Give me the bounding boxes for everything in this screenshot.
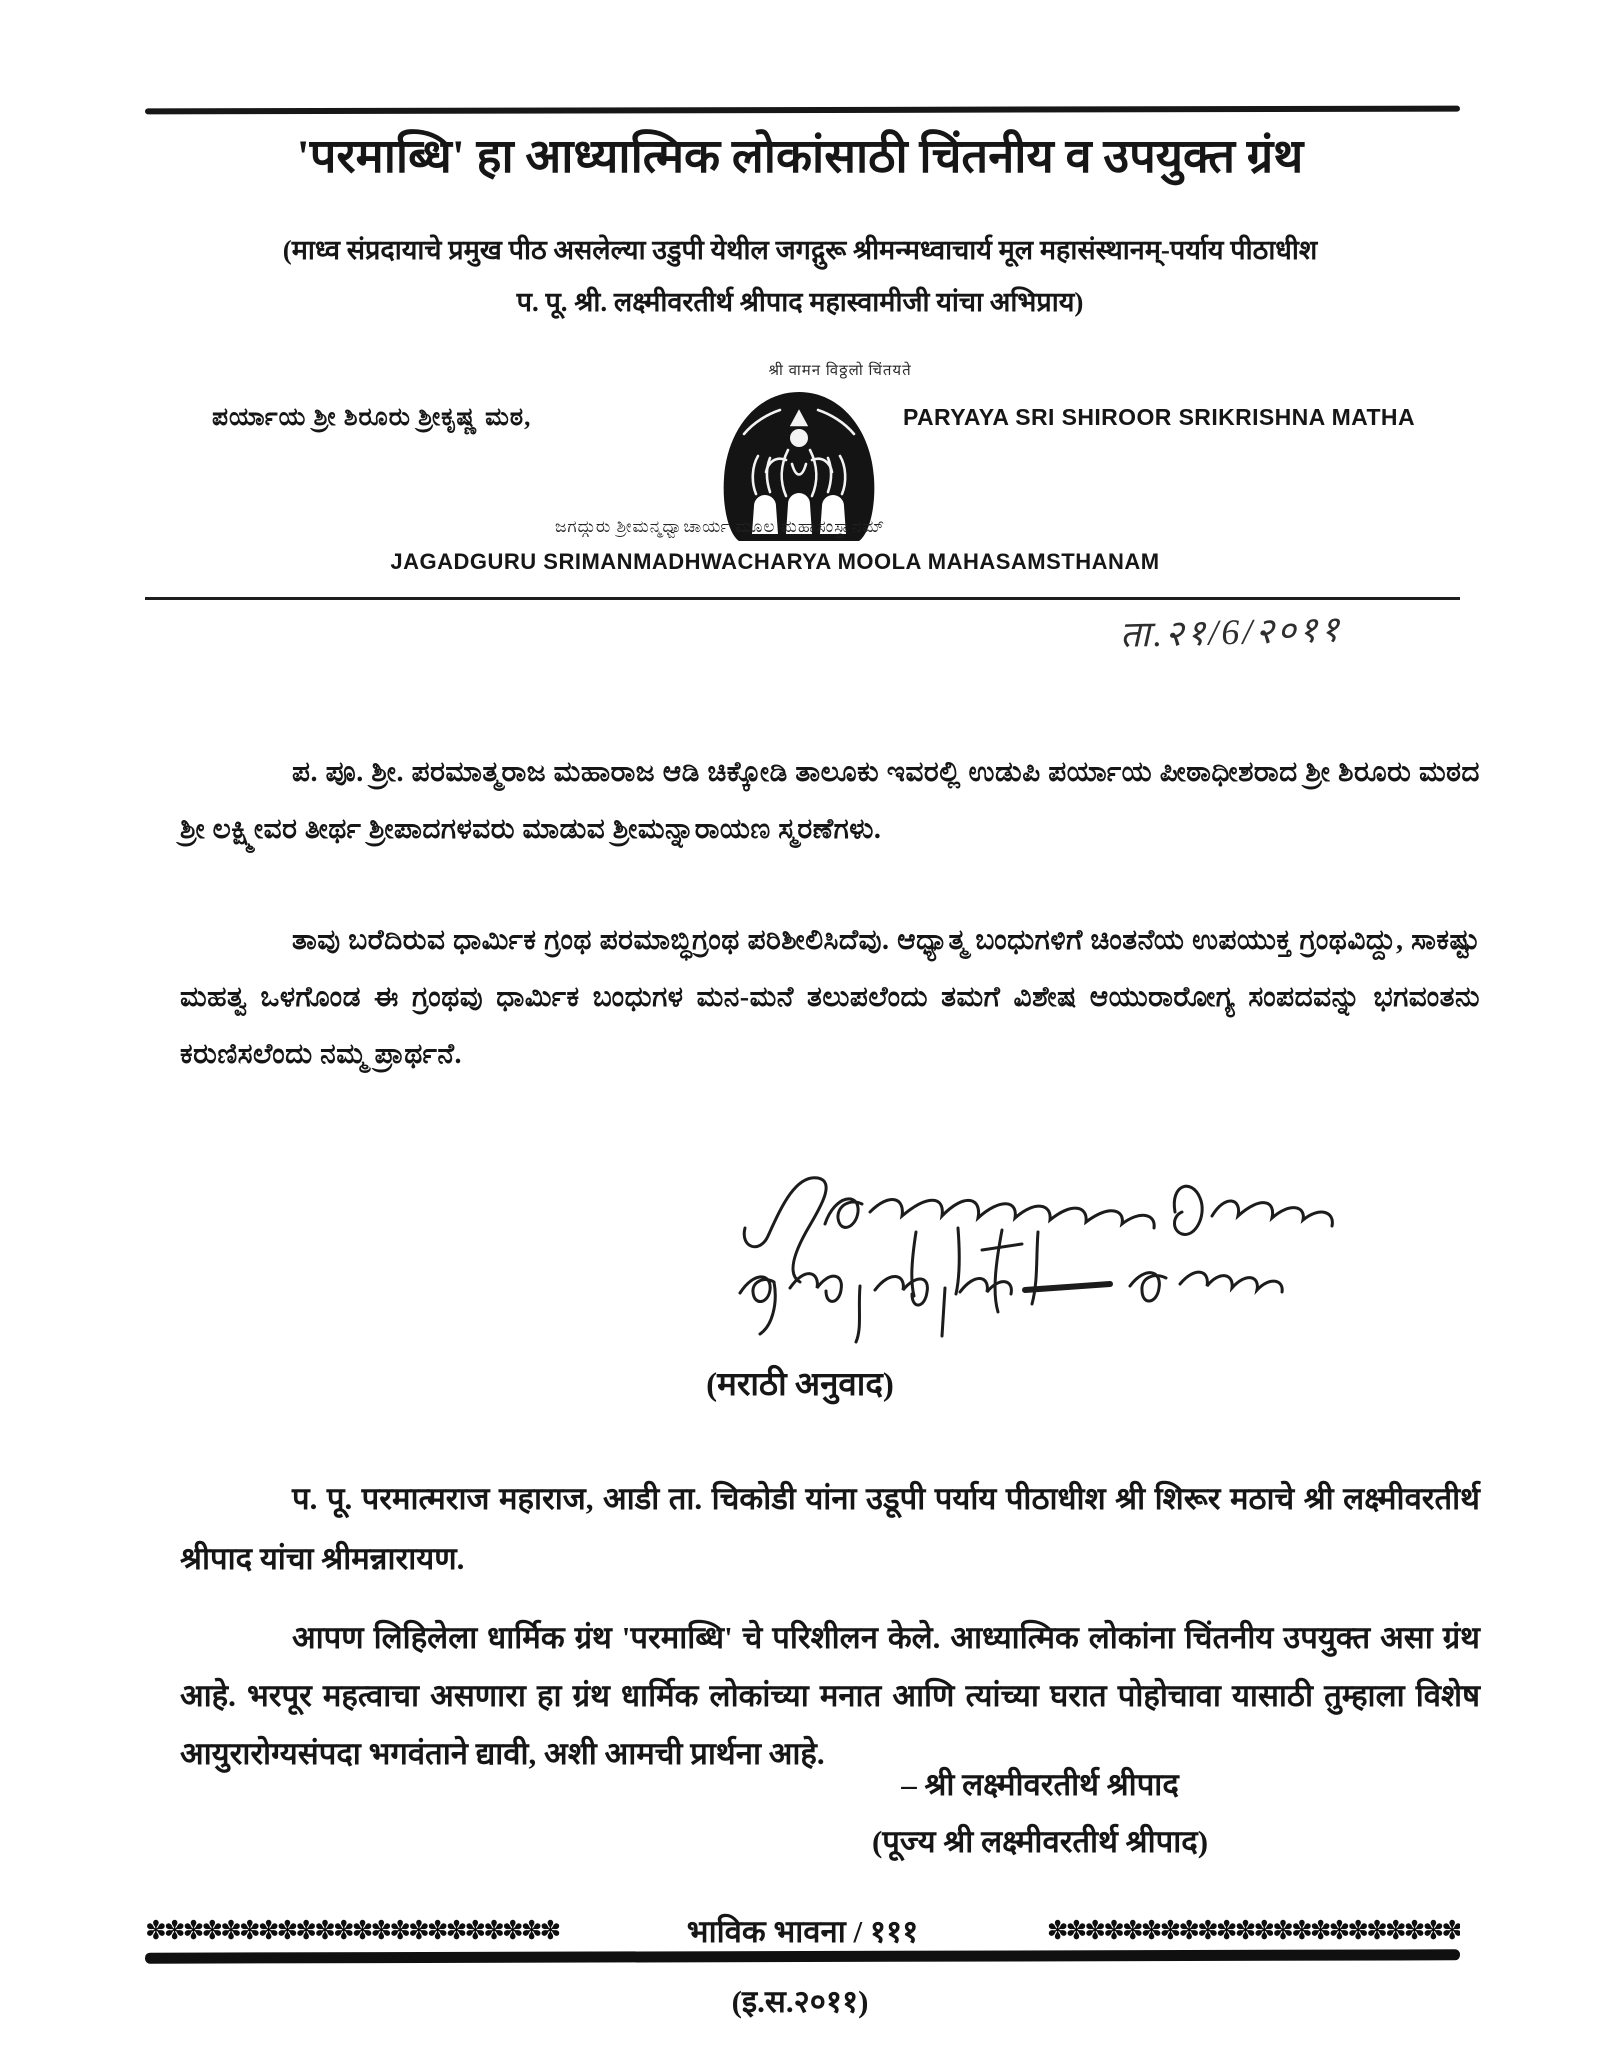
- footer-year: (इ.स.२०११): [731, 1984, 869, 2019]
- marathi-translation-heading: (मराठी अनुवाद): [706, 1367, 894, 1403]
- signoff-name-parenthetical: (पूज्य श्री लक्ष्मीवरतीर्थ श्रीपाद): [871, 1824, 1209, 1859]
- footer-book-title: भाविक भावना / १११: [686, 1914, 919, 1949]
- signoff-block: [660, 1756, 1420, 1870]
- handwritten-date: ता.२१/6/२०११: [1119, 609, 1343, 655]
- page-title: 'परमाब्धि' हा आध्यात्मिक लोकांसाठी चिंतनीय व उपयुक्त ग्रंथ: [296, 131, 1304, 183]
- signoff-name: – श्री लक्ष्मीवरतीर्थ श्रीपाद: [901, 1767, 1179, 1802]
- letterhead-divider-rule: [145, 597, 1460, 600]
- letterhead-english-name: PARYAYA SRI SHIROOR SRIKRISHNA MATHA: [903, 404, 1415, 430]
- marathi-paragraph-2: आपण लिहिलेला धार्मिक ग्रंथ 'परमाब्धि' चे परिशीलन केले. आध्यात्मिक लोकांना चिंतनीय उपयुक्त असा ग्रंथ आहे. भरपूर महत्वाचा असणारा हा ग्रंथ धार्मिक लोकांच्या मनात आणि त्यांच्या घरात पोहोचावा यासाठी तुम्हाला विशेष आयुरारोग्यसंपदा भगवंताने द्यावी, अशी आमची प्रार्थना आहे.: [180, 1620, 1480, 1771]
- top-horizontal-rule: [145, 106, 1460, 115]
- footer-horizontal-rule: [145, 1949, 1460, 1963]
- letterhead-kannada-subline: ಜಗದ್ಗುರು ಶ್ರೀಮನ್ಮಧ್ವಾಚಾರ್ಯ ಮೂಲ ಮಹಾಸಂಸ್ಥಾನಮ್: [554, 517, 886, 536]
- handwritten-signature: [720, 1158, 1370, 1348]
- letterhead-english-subline: JAGADGURU SRIMANMADHWACHARYA MOOLA MAHASAMSTHANAM: [390, 549, 1160, 574]
- footer-ornament-row: [145, 1910, 1460, 1952]
- star-ornament-left: ✽✽✽✽✽✽✽✽✽✽✽✽✽✽✽✽✽✽✽✽✽✽: [145, 1918, 559, 1944]
- kannada-paragraph-1: ಪ. ಪೂ. ಶ್ರೀ. ಪರಮಾತ್ಮರಾಜ ಮಹಾರಾಜ ಆಡಿ ಚಿಕ್ಕೋಡಿ ತಾಲೂಕು ಇವರಲ್ಲಿ ಉಡುಪಿ ಪರ್ಯಾಯ ಪೀಠಾಧೀಶರಾದ ಶ್ರೀ ಶಿರೂರು ಮಠದ ಶ್ರೀ ಲಕ್ಷ್ಮೀವರ ತೀರ್ಥ ಶ್ರೀಪಾದಗಳವರು ಮಾಡುವ ಶ್ರೀಮನ್ನಾರಾಯಣ ಸ್ಮರಣೆಗಳು.: [180, 757, 1480, 845]
- page-subtitle: [110, 224, 1490, 328]
- star-ornament-right: ✽✽✽✽✽✽✽✽✽✽✽✽✽✽✽✽✽✽✽✽✽✽: [1046, 1918, 1461, 1944]
- letterhead-kannada-name: ಪರ್ಯಾಯ ಶ್ರೀ ಶಿರೂರು ಶ್ರೀಕೃಷ್ಣ ಮಠ,: [212, 404, 532, 431]
- subtitle-line-2: प. पू. श्री. लक्ष्मीवरतीर्थ श्रीपाद महास्वामीजी यांचा अभिप्राय): [516, 287, 1084, 317]
- marathi-paragraph-1: प. पू. परमात्मराज महाराज, आडी ता. चिकोडी यांना उडूपी पर्याय पीठाधीश श्री शिरूर मठाचे श्री लक्ष्मीवरतीर्थ श्रीपाद यांचा श्रीमन्नारायण.: [180, 1481, 1480, 1576]
- kannada-paragraph-2: ತಾವು ಬರೆದಿರುವ ಧಾರ್ಮಿಕ ಗ್ರಂಥ ಪರಮಾಬ್ಧಿಗ್ರಂಥ ಪರಿಶೀಲಿಸಿದೆವು. ಆಧ್ಯಾತ್ಮ ಬಂಧುಗಳಿಗೆ ಚಿಂತನೆಯ ಉಪಯುಕ್ತ ಗ್ರಂಥವಿದ್ದು, ಸಾಕಷ್ಟು ಮಹತ್ವ ಒಳಗೊಂಡ ಈ ಗ್ರಂಥವು ಧಾರ್ಮಿಕ ಬಂಧುಗಳ ಮನ-ಮನೆ ತಲುಪಲೆಂದು ತಮಗೆ ವಿಶೇಷ ಆಯುರಾರೋಗ್ಯ ಸಂಪದವನ್ನು ಭಗವಂತನು ಕರುಣಿಸಲೆಂದು ನಮ್ಮ ಪ್ರಾರ್ಥನೆ.: [180, 925, 1480, 1070]
- letterhead-motto: श्री वामन विठ्ठलो चिंतयते: [768, 363, 912, 379]
- subtitle-line-1: (माध्व संप्रदायाचे प्रमुख पीठ असलेल्या उडुपी येथील जगद्गुरू श्रीमन्मध्वाचार्य मूल महासंस्थानम्-पर्याय पीठाधीश: [282, 235, 1318, 265]
